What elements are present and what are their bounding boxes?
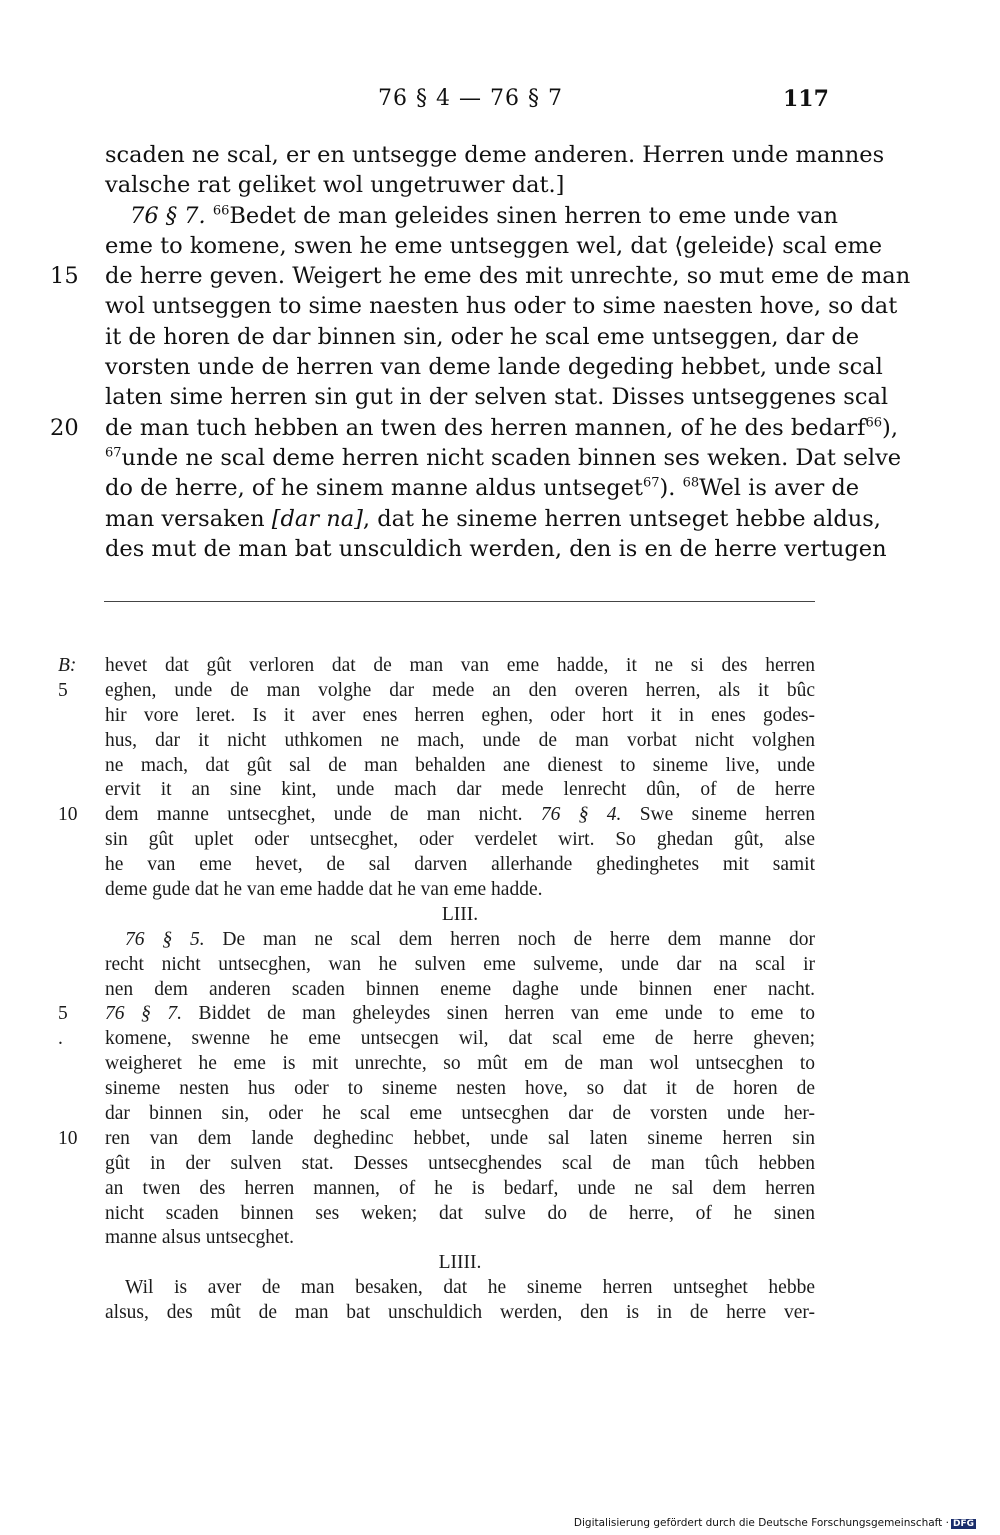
text-run: LIII. — [441, 903, 479, 925]
text-run: man versaken — [105, 505, 272, 532]
line-number: 15 — [50, 263, 79, 290]
text-line — [50, 291, 898, 321]
footnote-divider — [104, 601, 815, 602]
text-run: Biddet de man gheleydes sinen herren van eme unde to eme to — [182, 1003, 815, 1025]
text-run: unde ne scal deme herren nicht scaden binnen ses weken. Dat selve — [121, 444, 902, 471]
text-run: ervit it an sine kint, unde mach dar mede lenrecht dûn, of de herre — [105, 779, 815, 801]
text-run: De man ne scal dem herren noch de herre dem manne dor — [204, 928, 815, 950]
text-run: ne mach, dat gût sal de man behalden ane dienest to sineme live, unde — [105, 754, 815, 776]
apparatus-line — [50, 778, 815, 803]
line-number: B: — [58, 655, 77, 676]
text-run: manne alsus untsecghet. — [105, 1227, 294, 1249]
running-header — [0, 80, 1000, 120]
apparatus-line — [50, 1077, 815, 1102]
text-line — [50, 231, 883, 261]
text-run: do de herre, of he sinem manne aldus untseget — [105, 475, 643, 502]
text-run: he van eme hevet, de sal darven allerhande ghedinghetes mit samit — [105, 854, 815, 876]
text-run: alsus, des mût de man bat unschuldich werden, den is in de herre ver- — [105, 1302, 815, 1324]
line-number: . — [58, 1028, 63, 1050]
line-number: 20 — [50, 414, 79, 441]
text-run: hevet dat gût verloren dat de man van eme hadde, it ne si des herren — [105, 655, 815, 676]
text-run: Bedet de man geleides sinen herren to eme unde van — [229, 202, 839, 229]
dfg-logo: DFG — [952, 1519, 974, 1529]
apparatus-line — [50, 1177, 815, 1202]
text-line — [50, 170, 830, 200]
text-line — [50, 352, 883, 382]
footnote-marker: 66 — [865, 415, 883, 431]
text-line — [50, 534, 887, 564]
apparatus-line — [50, 679, 815, 704]
apparatus-line — [50, 654, 815, 679]
text-run: deme gude dat he van eme hadde dat he van eme hadde. — [105, 879, 543, 901]
text-line — [50, 322, 860, 352]
text-run: dar binnen sin, oder he scal eme untsecghen dar de vorsten unde her- — [105, 1103, 815, 1125]
text-run: sineme nesten hus oder to sineme nesten hove, so dat it de horen de — [105, 1078, 815, 1100]
text-run: valsche rat geliket wol ungetruwer dat.] — [105, 172, 565, 199]
text-run: 76 § 7. — [130, 202, 206, 229]
text-run: nicht scaden binnen ses weken; dat sulve do de herre, of he sinen — [105, 1202, 815, 1224]
text-run: recht nicht untsecghen, wan he sulven eme sulveme, unde dar na scal ir — [105, 953, 815, 975]
footnote-marker: 67 — [105, 445, 122, 461]
text-line — [50, 201, 839, 231]
text-run: 76 § 5. — [125, 928, 205, 950]
text-run: it de horen de dar binnen sin, oder he scal eme untseggen, dar de — [105, 323, 860, 350]
header-section-range: 76 § 4 — 76 § 7 — [378, 86, 563, 111]
apparatus-line — [50, 853, 815, 878]
text-run: scaden ne scal, er en untsegge deme anderen. Herren unde mannes — [105, 142, 885, 168]
line-number: 5 — [58, 1003, 68, 1025]
text-run: hir vore leret. Is it aver enes herren eghen, oder hort it in enes godes- — [105, 704, 815, 726]
apparatus-line — [50, 1152, 815, 1177]
text-run: wol untseggen to sime naesten hus oder to sime naesten hove, so dat — [105, 293, 898, 320]
text-line — [50, 261, 911, 291]
text-run: des mut de man bat unsculdich werden, den is en de herre vertugen — [105, 535, 887, 562]
text-run: nen dem anderen scaden binnen eneme daghe unde binnen ener nacht. — [105, 978, 815, 1000]
apparatus-line — [50, 953, 815, 978]
text-run: an twen des herren mannen, of he is bedarf, unde ne sal dem herren — [105, 1177, 815, 1199]
text-run: laten sime herren sin gut in der selven stat. Disses untseggenes scal — [105, 384, 889, 411]
apparatus-line — [50, 1276, 815, 1301]
footnote-marker: 67 — [642, 475, 660, 491]
text-line — [50, 443, 902, 473]
text-run: LIIII. — [438, 1252, 482, 1274]
apparatus-line — [50, 1102, 815, 1127]
apparatus-line — [50, 754, 815, 779]
apparatus-line — [50, 878, 815, 903]
text-run: Wel is aver de — [699, 475, 860, 502]
text-run: ren van dem lande deghedinc hebbet, unde sal laten sineme herren sin — [105, 1127, 815, 1149]
apparatus-line — [50, 1002, 815, 1027]
text-run: de herre geven. Weigert he eme des mit unrechte, so mut eme de man — [105, 263, 911, 290]
text-run: ), — [882, 414, 898, 441]
credit-text: Digitalisierung gefördert durch die Deutsche Forschungsgemeinschaft · — [573, 1517, 949, 1529]
text-line — [50, 140, 885, 170]
text-line — [50, 504, 881, 534]
text-line — [50, 413, 898, 443]
text-run: eme to komene, swen he eme untseggen wel, dat ⟨geleide⟩ scal eme — [105, 232, 883, 259]
apparatus-line — [50, 978, 815, 1003]
text-run: eghen, unde de man volghe dar mede an den overen herren, als it bûc — [105, 679, 815, 701]
apparatus-line — [105, 903, 815, 928]
apparatus-line — [50, 1127, 815, 1152]
apparatus-line — [50, 729, 815, 754]
apparatus-line — [105, 1251, 815, 1276]
text-run: sin gût uplet oder untsecghet, oder verdelet wirt. So ghedan gût, alse — [105, 829, 815, 851]
text-run: gût in der sulven stat. Desses untsecghendes scal de man tûch hebben — [105, 1152, 815, 1174]
text-run: hus, dar it nicht uthkomen ne mach, unde de man vorbat nicht volghen — [105, 729, 815, 751]
text-run — [206, 203, 213, 229]
text-run: dem manne untsecghet, unde de man nicht. — [105, 804, 541, 826]
digitization-credit — [574, 1517, 976, 1529]
apparatus-line — [50, 1052, 815, 1077]
text-run: Wil is aver de man besaken, dat he sineme herren untseghet hebbe — [125, 1277, 815, 1299]
text-run: [dar na] — [271, 505, 363, 532]
apparatus-line — [50, 1301, 815, 1326]
text-run: 76 § 7. — [105, 1003, 182, 1025]
text-run: vorsten unde de herren van deme lande degeding hebbet, unde scal — [105, 354, 883, 381]
apparatus-line — [50, 828, 815, 853]
text-run: weigheret he eme is mit unrechte, so mût em de man wol untsecghen to — [105, 1053, 815, 1075]
line-number: 10 — [58, 1127, 78, 1149]
page-number: 117 — [783, 86, 829, 112]
apparatus-line — [50, 803, 815, 828]
apparatus-block — [50, 654, 815, 1326]
text-line — [50, 382, 889, 412]
text-run: 76 § 4. — [540, 804, 622, 826]
text-run: ). — [659, 475, 683, 502]
line-number: 5 — [58, 679, 68, 701]
text-run: , dat he sineme herren untseget hebbe aldus, — [362, 505, 881, 532]
main-text-block — [50, 140, 911, 564]
apparatus-line — [50, 1202, 815, 1227]
footnote-marker: 66 — [212, 203, 230, 219]
footnote-marker: 68 — [682, 475, 700, 491]
line-number: 10 — [58, 804, 78, 826]
text-run: de man tuch hebben an twen des herren mannen, of he des bedarf — [105, 414, 866, 441]
apparatus-line — [50, 1226, 815, 1251]
apparatus-line — [50, 928, 815, 953]
apparatus-line — [50, 1027, 815, 1052]
text-run: komene, swenne he eme untsecgen wil, dat scal eme de herre gheven; — [105, 1028, 815, 1050]
apparatus-line — [50, 704, 815, 729]
text-run: Swe sineme herren — [621, 804, 815, 826]
text-line — [50, 473, 860, 503]
